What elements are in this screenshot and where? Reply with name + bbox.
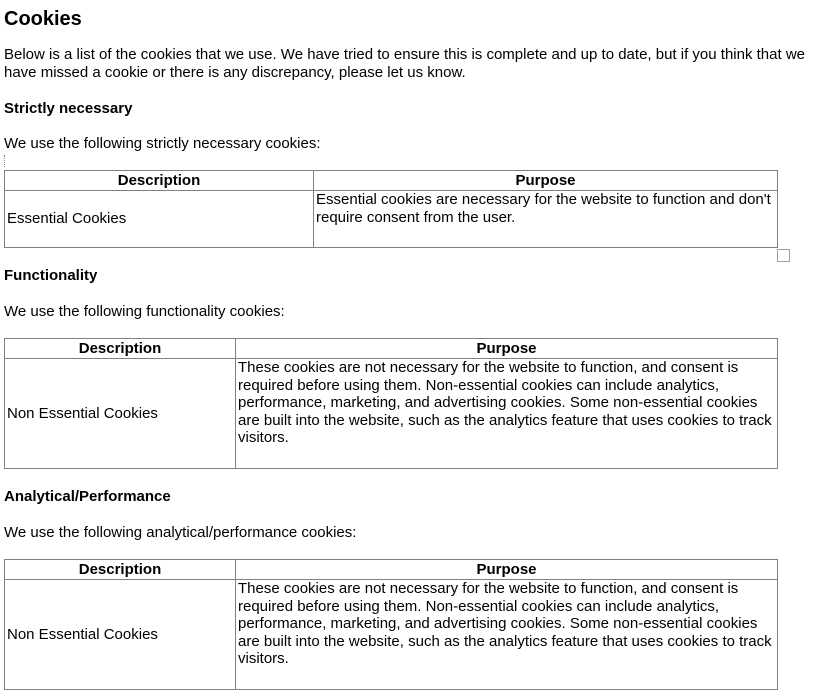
cell-description: Non Essential Cookies: [5, 580, 236, 690]
section-heading-functionality: Functionality: [4, 267, 98, 284]
column-header-description: Description: [5, 339, 236, 359]
table-header-row: [5, 339, 778, 359]
section-lead-analytical-performance: We use the following analytical/performance cookies:: [4, 524, 357, 541]
column-header-purpose: Purpose: [314, 171, 778, 191]
column-header-purpose: Purpose: [236, 339, 778, 359]
cell-description: Non Essential Cookies: [5, 359, 236, 469]
section-lead-functionality: We use the following functionality cookies:: [4, 303, 285, 320]
cell-purpose: These cookies are not necessary for the website to function, and consent is required before using them. Non-essential cookies can include analytics, performance, marketing, and advertising cookies. Some non-essential cookies are built into the website, such as the analytics feature that uses cookies to track visitors.: [236, 580, 778, 690]
column-header-description: Description: [5, 171, 314, 191]
table-anchor-handle[interactable]: [0, 155, 5, 167]
section-lead-strictly-necessary: We use the following strictly necessary cookies:: [4, 135, 321, 152]
intro-paragraph: Below is a list of the cookies that we use. We have tried to ensure this is complete and up to date, but if you think that we have missed a cookie or there is any discrepancy, please let us know.: [4, 46, 805, 81]
column-header-purpose: Purpose: [236, 560, 778, 580]
table-row: [5, 191, 778, 248]
section-heading-strictly-necessary: Strictly necessary: [4, 100, 133, 117]
table-header-row: [5, 171, 778, 191]
cookies-table-functionality: [4, 338, 778, 469]
table-header-row: [5, 560, 778, 580]
cell-purpose: Essential cookies are necessary for the website to function and don't require consent from the user.: [314, 191, 778, 248]
column-header-description: Description: [5, 560, 236, 580]
page-title: Cookies: [4, 8, 82, 30]
cookies-table-analytical-performance: [4, 559, 778, 690]
cell-description: Essential Cookies: [5, 191, 314, 248]
cell-purpose: These cookies are not necessary for the website to function, and consent is required before using them. Non-essential cookies can include analytics, performance, marketing, and advertising cookies. Some non-essential cookies are built into the website, such as the analytics feature that uses cookies to track visitors.: [236, 359, 778, 469]
cookies-table-strictly-necessary: [4, 170, 778, 248]
table-row: [5, 359, 778, 469]
section-heading-analytical-performance: Analytical/Performance: [4, 488, 171, 505]
table-resize-handle[interactable]: [777, 249, 790, 262]
table-row: [5, 580, 778, 690]
